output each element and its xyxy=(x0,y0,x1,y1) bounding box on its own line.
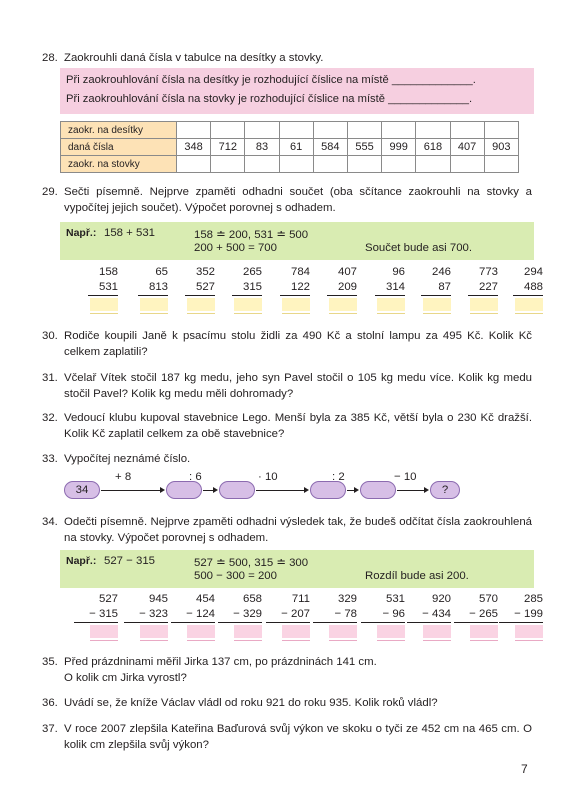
operand-top: 527 xyxy=(98,593,118,605)
example-task: 527 − 315 xyxy=(104,555,155,567)
exercise-30 xyxy=(42,328,534,360)
table-cell[interactable] xyxy=(177,156,211,173)
calc-column xyxy=(280,265,310,296)
chain-end: ? xyxy=(430,481,460,499)
exercise-text: Rodiče koupili Janě k psacímu stolu židli za 490 Kč a stolní lampu za 495 Kč. Kolik Kč celkem zaplatili? xyxy=(64,330,532,358)
page-number: 7 xyxy=(521,762,528,776)
exercise-29 xyxy=(42,184,534,216)
answer-box[interactable] xyxy=(282,298,310,311)
chain-arrow xyxy=(397,490,425,491)
answer-box[interactable] xyxy=(423,298,451,311)
answer-box[interactable] xyxy=(377,298,405,311)
answer-line xyxy=(282,313,310,314)
table-cell: 903 xyxy=(484,139,518,156)
table-cell[interactable] xyxy=(313,122,347,139)
operand-top: 454 xyxy=(195,593,215,605)
exercise-number: 36. xyxy=(42,697,58,709)
rounding-table xyxy=(60,121,519,173)
answer-box[interactable] xyxy=(423,625,451,638)
table-cell[interactable] xyxy=(484,122,518,139)
operand-bottom: 813 xyxy=(138,280,168,296)
answer-box[interactable] xyxy=(187,298,215,311)
answer-box[interactable] xyxy=(234,625,262,638)
operand-bottom: − 124 xyxy=(171,607,215,623)
table-row xyxy=(61,122,519,139)
table-cell[interactable] xyxy=(313,156,347,173)
operand-bottom: − 315 xyxy=(74,607,118,623)
chain-op: + 8 xyxy=(115,471,132,483)
example-estimate-2: 500 − 300 = 200 xyxy=(194,570,277,582)
exercise-31 xyxy=(42,370,534,402)
operand-top: 294 xyxy=(523,266,543,278)
operand-bottom: − 265 xyxy=(454,607,498,623)
table-cell[interactable] xyxy=(245,122,279,139)
example-label: Např.: xyxy=(66,227,97,239)
calc-column xyxy=(327,265,357,296)
operand-top: 920 xyxy=(431,593,451,605)
operand-bottom: 227 xyxy=(468,280,498,296)
chain-op: · 10 xyxy=(258,471,278,483)
operand-bottom: 488 xyxy=(513,280,543,296)
chain-arrow xyxy=(256,490,305,491)
calc-column xyxy=(468,265,498,296)
calc-column xyxy=(138,265,168,296)
operand-top: 246 xyxy=(431,266,451,278)
chain-blank[interactable] xyxy=(360,481,396,499)
table-cell: 618 xyxy=(416,139,450,156)
exercise-number: 32. xyxy=(42,412,58,424)
calc-column xyxy=(232,265,262,296)
answer-box[interactable] xyxy=(515,625,543,638)
answer-box[interactable] xyxy=(470,298,498,311)
example-result: Součet bude asi 700. xyxy=(365,242,473,254)
exercise-text: V roce 2007 zlepšila Kateřina Baďurová svůj výkon ve skoku o tyči ze 452 cm na 465 cm. O kolik cm zlepšila svůj výkon? xyxy=(64,723,532,751)
answer-box[interactable] xyxy=(329,298,357,311)
exercise-text: Odečti písemně. Nejprve zpaměti odhadni výsledek tak, že budeš odčítat čísla zaokrouhlená na stovky. Výpočet porovnej s odhadem. xyxy=(64,516,532,544)
chain-arrow xyxy=(101,490,161,491)
operand-top: 96 xyxy=(392,266,405,278)
operand-top: 570 xyxy=(478,593,498,605)
table-cell[interactable] xyxy=(211,156,245,173)
answer-box[interactable] xyxy=(377,625,405,638)
example-result: Rozdíl bude asi 200. xyxy=(365,570,469,582)
calc-column xyxy=(266,592,310,623)
operand-top: 711 xyxy=(291,593,310,605)
exercise-text: Vypočítej neznámé číslo. xyxy=(64,453,191,465)
operand-top: 265 xyxy=(242,266,262,278)
example-estimate-1: 158 ≐ 200, 531 ≐ 500 xyxy=(194,229,309,241)
chain-op: − 10 xyxy=(394,471,417,483)
table-cell: 555 xyxy=(347,139,381,156)
calc-column xyxy=(74,592,118,623)
exercise-text: Uvádí se, že kníže Václav vládl od roku 921 do roku 935. Kolik roků vládl? xyxy=(64,697,438,709)
example-task: 158 + 531 xyxy=(104,227,155,239)
operand-bottom: − 207 xyxy=(266,607,310,623)
operand-bottom: − 199 xyxy=(499,607,543,623)
row-label-numbers: daná čísla xyxy=(61,139,177,156)
operand-bottom: 527 xyxy=(185,280,215,296)
answer-line xyxy=(515,313,543,314)
example-estimate-1: 527 ≐ 500, 315 ≐ 300 xyxy=(194,557,309,569)
chain-blank[interactable] xyxy=(166,481,202,499)
table-cell: 407 xyxy=(450,139,484,156)
chain-op: : 6 xyxy=(189,471,202,483)
answer-line xyxy=(234,313,262,314)
arrow-head-icon xyxy=(160,487,165,493)
calc-column xyxy=(421,265,451,296)
table-cell: 999 xyxy=(382,139,416,156)
table-cell[interactable] xyxy=(450,122,484,139)
chain-start: 34 xyxy=(64,481,100,499)
exercise-text: Zaokrouhli daná čísla v tabulce na desítky a stovky. xyxy=(64,52,324,64)
exercise-number: 35. xyxy=(42,656,58,668)
example-box xyxy=(60,222,534,260)
exercise-number: 29. xyxy=(42,186,58,198)
table-cell: 348 xyxy=(177,139,211,156)
answer-box[interactable] xyxy=(515,298,543,311)
answer-line xyxy=(329,313,357,314)
operand-bottom: − 434 xyxy=(407,607,451,623)
answer-box[interactable] xyxy=(187,625,215,638)
answer-line xyxy=(90,640,118,641)
answer-line xyxy=(187,640,215,641)
table-cell[interactable] xyxy=(450,156,484,173)
answer-box[interactable] xyxy=(329,625,357,638)
answer-box[interactable] xyxy=(282,625,310,638)
exercise-text: Před prázdninami měřil Jirka 137 cm, po prázdninách 141 cm. xyxy=(64,656,377,668)
calc-column xyxy=(513,265,543,296)
example-label: Např.: xyxy=(66,555,97,567)
operand-bottom: − 96 xyxy=(361,607,405,623)
answer-line xyxy=(377,313,405,314)
arrow-head-icon xyxy=(354,487,359,493)
answer-box[interactable] xyxy=(234,298,262,311)
exercise-number: 31. xyxy=(42,372,58,384)
answer-line xyxy=(187,313,215,314)
calc-column xyxy=(407,592,451,623)
operand-top: 329 xyxy=(337,593,357,605)
answer-line xyxy=(140,313,168,314)
operand-top: 158 xyxy=(98,266,118,278)
answer-line xyxy=(90,313,118,314)
table-cell: 712 xyxy=(211,139,245,156)
operand-bottom: 531 xyxy=(88,280,118,296)
operand-bottom: − 323 xyxy=(124,607,168,623)
exercise-text: Včelař Vítek stočil 187 kg medu, jeho syn Pavel stočil o 105 kg medu více. Kolik kg medu stočil Pavel? Kolik kg medu měli dohromady? xyxy=(64,372,532,400)
operand-top: 531 xyxy=(385,593,405,605)
table-cell[interactable] xyxy=(347,156,381,173)
exercise-34 xyxy=(42,514,534,546)
row-label-hundreds: zaokr. na stovky xyxy=(61,156,177,173)
calc-column xyxy=(375,265,405,296)
exercise-number: 30. xyxy=(42,330,58,342)
arrow-head-icon xyxy=(424,487,429,493)
answer-line xyxy=(329,640,357,641)
answer-box[interactable] xyxy=(90,298,118,311)
operand-top: 784 xyxy=(290,266,310,278)
chain-blank[interactable] xyxy=(219,481,255,499)
exercise-32 xyxy=(42,410,534,442)
arrow-head-icon xyxy=(213,487,218,493)
table-row xyxy=(61,156,519,173)
operand-bottom: 122 xyxy=(280,280,310,296)
table-cell[interactable] xyxy=(279,156,313,173)
operand-top: 352 xyxy=(195,266,215,278)
rule-box xyxy=(60,68,534,114)
table-row xyxy=(61,139,519,156)
operand-bottom: − 78 xyxy=(313,607,357,623)
operand-top: 65 xyxy=(155,266,168,278)
answer-line xyxy=(234,640,262,641)
exercise-number: 33. xyxy=(42,453,58,465)
table-cell: 61 xyxy=(279,139,313,156)
calc-column xyxy=(454,592,498,623)
operand-bottom: 87 xyxy=(421,280,451,296)
exercise-number: 28. xyxy=(42,52,58,64)
answer-line xyxy=(515,640,543,641)
operand-top: 658 xyxy=(242,593,262,605)
answer-line xyxy=(470,313,498,314)
operand-top: 285 xyxy=(523,593,543,605)
operand-top: 407 xyxy=(337,266,357,278)
answer-line xyxy=(423,313,451,314)
table-cell[interactable] xyxy=(245,156,279,173)
exercise-text-2: O kolik cm Jirka vyrostl? xyxy=(64,672,187,684)
table-cell[interactable] xyxy=(177,122,211,139)
exercise-37 xyxy=(42,721,534,753)
table-cell[interactable] xyxy=(416,122,450,139)
answer-box[interactable] xyxy=(470,625,498,638)
table-cell[interactable] xyxy=(347,122,381,139)
exercise-text: Vedoucí klubu kupoval stavebnice Lego. Menší byla za 385 Kč, větší byla o 230 Kč dražší. Kolik Kč zaplatil celkem za obě stavebnice? xyxy=(64,412,532,440)
example-estimate-2: 200 + 500 = 700 xyxy=(194,242,277,254)
calc-column xyxy=(313,592,357,623)
rule-line-tens: Při zaokrouhlování čísla na desítky je rozhodující číslice na místě _____________. xyxy=(66,74,476,86)
answer-line xyxy=(140,640,168,641)
calc-column xyxy=(171,592,215,623)
operand-bottom: 315 xyxy=(232,280,262,296)
calc-column xyxy=(499,592,543,623)
chain-blank[interactable] xyxy=(310,481,346,499)
arrow-head-icon xyxy=(304,487,309,493)
exercise-number: 34. xyxy=(42,516,58,528)
answer-box[interactable] xyxy=(140,298,168,311)
table-cell[interactable] xyxy=(382,156,416,173)
answer-box[interactable] xyxy=(140,625,168,638)
exercise-text: Sečti písemně. Nejprve zpaměti odhadni součet (oba sčítance zaokrouhli na stovky a vypočítej jejich součet). Výpočet porovnej s odhadem. xyxy=(64,186,532,214)
answer-line xyxy=(377,640,405,641)
exercise-number: 37. xyxy=(42,723,58,735)
calc-column xyxy=(185,265,215,296)
example-box xyxy=(60,550,534,588)
operand-top: 945 xyxy=(148,593,168,605)
calc-column xyxy=(361,592,405,623)
table-cell[interactable] xyxy=(416,156,450,173)
table-cell: 83 xyxy=(245,139,279,156)
table-cell[interactable] xyxy=(279,122,313,139)
table-cell[interactable] xyxy=(484,156,518,173)
table-cell[interactable] xyxy=(382,122,416,139)
table-cell: 584 xyxy=(313,139,347,156)
operand-bottom: 209 xyxy=(327,280,357,296)
answer-line xyxy=(423,640,451,641)
answer-line xyxy=(282,640,310,641)
calc-column xyxy=(124,592,168,623)
operand-bottom: − 329 xyxy=(218,607,262,623)
row-label-tens: zaokr. na desítky xyxy=(61,122,177,139)
exercise-35 xyxy=(42,654,534,686)
table-cell[interactable] xyxy=(211,122,245,139)
answer-box[interactable] xyxy=(90,625,118,638)
operand-bottom: 314 xyxy=(375,280,405,296)
operand-top: 773 xyxy=(478,266,498,278)
calc-column xyxy=(88,265,118,296)
chain-op: : 2 xyxy=(332,471,345,483)
rule-line-hundreds: Při zaokrouhlování čísla na stovky je rozhodující číslice na místě _____________. xyxy=(66,93,473,105)
answer-line xyxy=(470,640,498,641)
calc-column xyxy=(218,592,262,623)
